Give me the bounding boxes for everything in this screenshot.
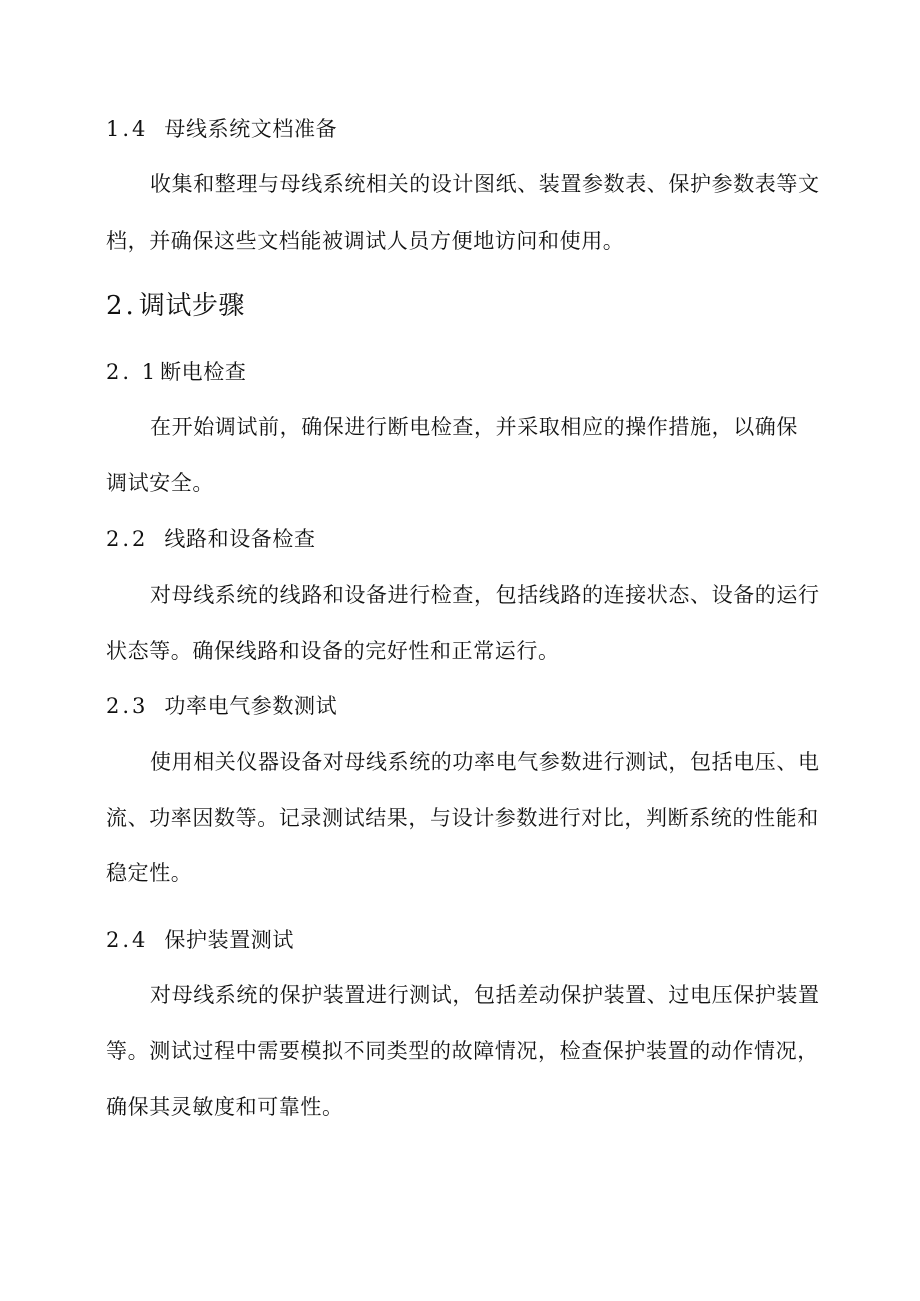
section-number: 2. 1: [106, 360, 159, 384]
section-heading-2-2: [106, 524, 316, 554]
paragraph-line: 确保其灵敏度和可靠性。: [106, 1095, 344, 1119]
chapter-heading-2: [106, 289, 245, 323]
paragraph-line: 档，并确保这些文档能被调试人员方便地访问和使用。: [106, 229, 625, 253]
paragraph-line: 状态等。确保线路和设备的完好性和正常运行。: [106, 639, 560, 663]
paragraph-line: 对母线系统的保护装置进行测试，包括差动保护装置、过电压保护装置: [150, 983, 820, 1007]
section-number: 2.4: [106, 928, 149, 952]
section-title: 断电检查: [160, 360, 247, 384]
section-number: 2.3: [106, 694, 149, 718]
paragraph-line: 对母线系统的线路和设备进行检查，包括线路的连接状态、设备的运行: [150, 583, 820, 607]
section-title: 保护装置测试: [164, 928, 295, 952]
section-title: 功率电气参数测试: [164, 694, 338, 718]
paragraph-line: 使用相关仪器设备对母线系统的功率电气参数进行测试，包括电压、电: [150, 750, 820, 774]
paragraph-line: 收集和整理与母线系统相关的设计图纸、装置参数表、保护参数表等文: [150, 172, 820, 196]
section-number: 1.4: [106, 117, 149, 141]
section-title: 母线系统文档准备: [164, 117, 338, 141]
paragraph-line: 等。测试过程中需要模拟不同类型的故障情况，检查保护装置的动作情况，: [106, 1039, 819, 1063]
section-heading-2-3: [106, 691, 337, 721]
section-heading-1-4: [106, 114, 337, 144]
section-heading-2-4: [106, 925, 294, 955]
chapter-title: 调试步骤: [138, 291, 245, 321]
paragraph-line: 流、功率因数等。记录测试结果，与设计参数进行对比，判断系统的性能和: [106, 806, 819, 830]
paragraph-line: 稳定性。: [106, 861, 193, 885]
section-heading-2-1: [106, 357, 246, 387]
chapter-number: 2.: [106, 291, 137, 321]
section-number: 2.2: [106, 527, 149, 551]
section-title: 线路和设备检查: [164, 527, 316, 551]
paragraph-line: 调试安全。: [106, 471, 214, 495]
paragraph-line: 在开始调试前，确保进行断电检查，并采取相应的操作措施，以确保: [150, 415, 798, 439]
